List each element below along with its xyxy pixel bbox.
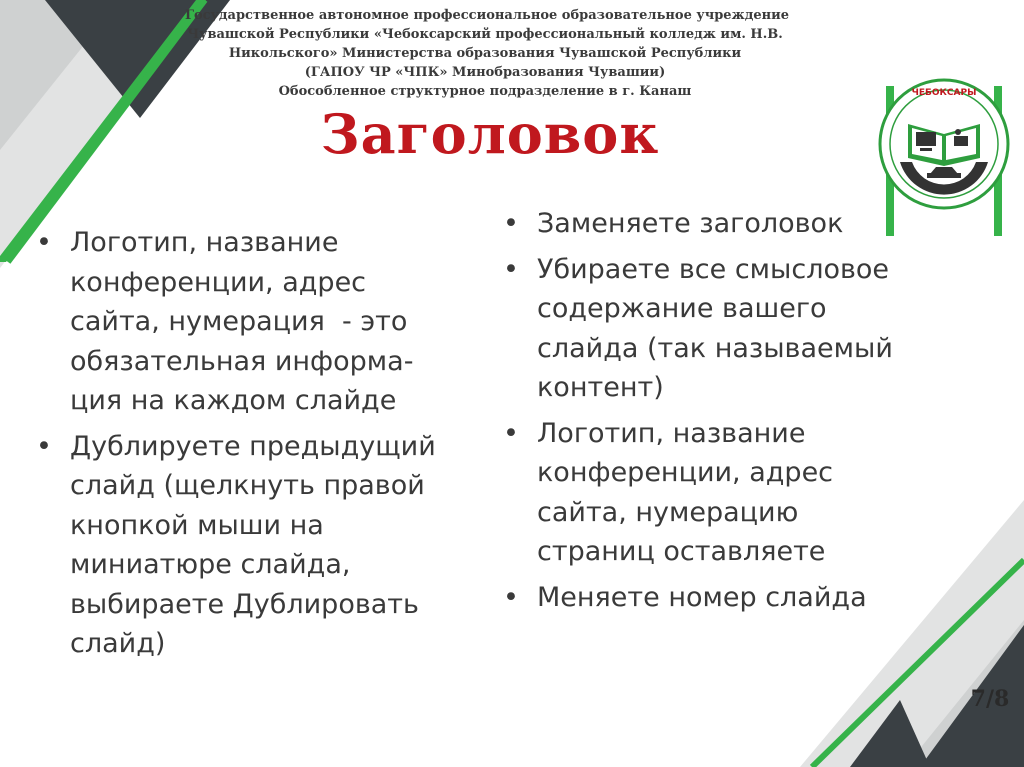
list-item-line: Логотип, название <box>537 417 806 449</box>
left-bullet-list <box>30 223 470 670</box>
list-item-line: сайта, нумерация - это <box>70 306 408 337</box>
list-item-line: Заменяете заголовок <box>537 208 844 239</box>
list-item-line: страниц оставляете <box>537 536 826 567</box>
list-item-line: сайта, нумерацию <box>537 496 799 528</box>
list-item-line: выбираете Дублировать <box>70 588 419 620</box>
camera-reel <box>955 129 961 135</box>
header-line: (ГАПОУ ЧР «ЧПК» Минобразования Чувашии) <box>304 65 666 80</box>
header-line: Обособленное структурное подразделение в г. Канаш <box>278 84 692 99</box>
bullet-icon: • <box>503 208 519 239</box>
computer-stand <box>920 148 932 151</box>
list-item-line: контент) <box>537 372 664 403</box>
bullet-icon: • <box>36 227 52 258</box>
list-item-line: Логотип, название <box>70 227 339 258</box>
list-item-line: слайд) <box>70 628 166 659</box>
list-item <box>497 414 917 572</box>
list-item-line: Меняете номер слайда <box>537 581 867 613</box>
page-number: 7/8 <box>970 686 1010 712</box>
list-item <box>497 578 917 618</box>
list-item-line: Убираете все смысловое <box>537 253 890 285</box>
list-item-line: обязательная информа- <box>70 345 414 377</box>
right-bullet-list <box>497 204 917 623</box>
institution-header <box>185 6 790 101</box>
list-item-line: миниатюре слайда, <box>70 549 351 580</box>
list-item-line: слайд (щелкнуть правой <box>70 470 425 501</box>
list-item-line: кнопкой мыши на <box>70 509 324 541</box>
bullet-icon: • <box>36 430 52 462</box>
header-line: Государственное автономное профессиональное образовательное учреждение <box>185 8 790 23</box>
list-item <box>497 204 917 244</box>
list-item-line: конференции, адрес <box>70 266 367 298</box>
slide-title: Заголовок <box>320 102 660 166</box>
list-item-line: Дублируете предыдущий <box>70 430 436 462</box>
list-item <box>30 223 470 421</box>
bullet-icon: • <box>503 253 519 285</box>
header-line: Никольского» Министерства образования Чувашской Республики <box>228 46 742 61</box>
header-line: Чувашской Республики «Чебоксарский профессиональный колледж им. Н.В. <box>187 27 783 42</box>
list-item-line: ция на каждом слайде <box>70 385 397 416</box>
list-item-line: слайда (так называемый <box>537 332 893 364</box>
bullet-icon: • <box>503 417 519 449</box>
bullet-icon: • <box>503 581 519 613</box>
logo-text: ЧЕБОКСАРЫ <box>911 88 977 98</box>
list-item-line: содержание вашего <box>537 293 827 324</box>
computer-icon <box>916 132 936 146</box>
car-body <box>927 173 961 178</box>
camera-icon <box>954 136 968 146</box>
list-item-line: конференции, адрес <box>537 457 834 488</box>
list-item <box>30 427 470 664</box>
list-item <box>497 250 917 408</box>
